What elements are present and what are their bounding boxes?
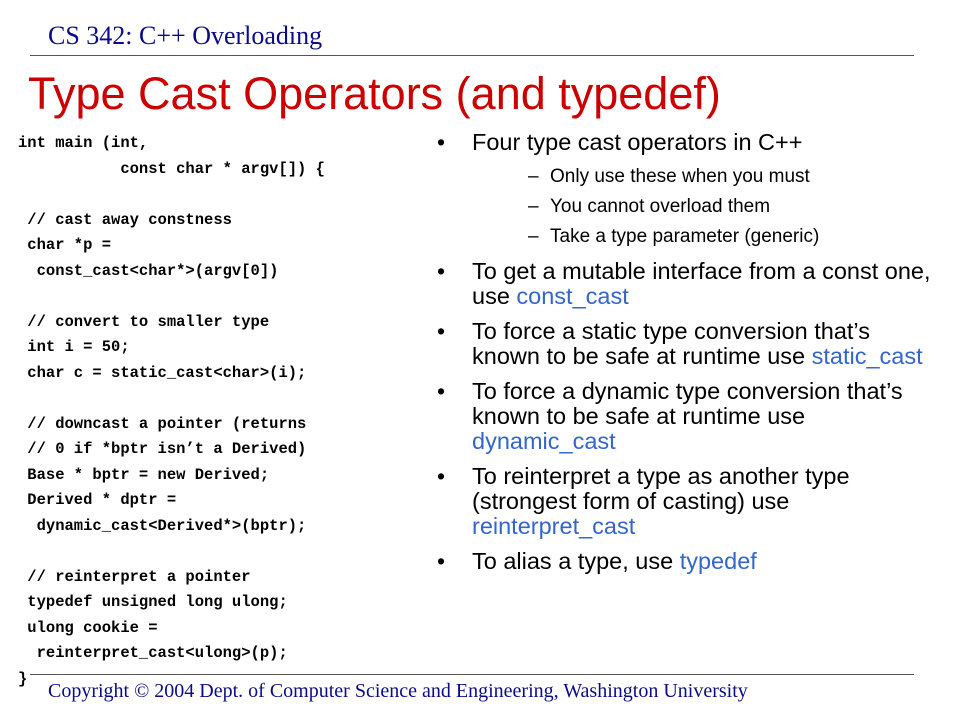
- code-line: char c = static_cast<char>(i);: [18, 363, 307, 382]
- sub-bullet-text: You cannot overload them: [550, 196, 771, 217]
- keyword-reinterpret-cast: reinterpret_cast: [472, 513, 636, 539]
- code-line: // 0 if *bptr isn’t a Derived): [18, 440, 307, 458]
- code-line: [18, 539, 438, 565]
- course-header: CS 342: C++ Overloading: [48, 21, 323, 50]
- keyword-typedef: typedef: [679, 548, 757, 574]
- bullet-text: To reinterpret a type as another type (strongest form of casting) use: [472, 463, 850, 514]
- bullet-item: [434, 319, 944, 369]
- code-line: reinterpret_cast<ulong>(p);: [18, 644, 288, 662]
- keyword-dynamic-cast: dynamic_cast: [472, 428, 616, 454]
- sub-bullet-text: Only use these when you must: [550, 166, 810, 187]
- code-line: [18, 182, 438, 208]
- bullet-text: To get a mutable interface from a const one, use: [472, 258, 931, 309]
- sub-bullet-text: Take a type parameter (generic): [550, 226, 820, 247]
- code-line: [18, 386, 438, 412]
- copyright-footer: Copyright © 2004 Dept. of Computer Science and Engineering, Washington University: [48, 680, 748, 702]
- code-line: ulong cookie =: [18, 618, 158, 637]
- bullet-text: To force a dynamic type conversion that’s known to be safe at runtime use: [472, 378, 903, 429]
- code-line: char *p =: [18, 236, 112, 254]
- code-line: Derived * dptr =: [18, 491, 177, 509]
- slide-title: Type Cast Operators (and typedef): [28, 68, 721, 119]
- code-line: // reinterpret a pointer: [18, 567, 251, 586]
- bullet-text: To alias a type, use: [472, 548, 680, 574]
- code-line: // convert to smaller type: [18, 312, 270, 331]
- bullet-text: To force a static type conversion that’s known to be safe at runtime use: [472, 318, 870, 369]
- dash-icon: –: [528, 196, 539, 217]
- bullet-item: [434, 130, 944, 249]
- bullet-dot-icon: •: [437, 318, 446, 344]
- bullet-dot-icon: •: [437, 378, 446, 404]
- code-line: dynamic_cast<Derived*>(bptr);: [18, 516, 307, 535]
- bullet-item: [434, 259, 944, 309]
- bullet-item: [434, 549, 944, 574]
- code-line: const char * argv[]) {: [18, 159, 325, 178]
- code-line: const_cast<char*>(argv[0]): [18, 261, 279, 280]
- bullet-text: Four type cast operators in C++: [472, 129, 803, 155]
- sub-bullet-item: [472, 165, 944, 189]
- bottom-divider: [30, 674, 914, 675]
- code-line: [18, 284, 438, 310]
- code-block: [18, 131, 438, 692]
- code-line: // downcast a pointer (returns: [18, 414, 307, 433]
- code-line: Base * bptr = new Derived;: [18, 465, 270, 484]
- code-line: // cast away constness: [18, 210, 232, 229]
- sub-bullet-item: [472, 225, 944, 249]
- keyword-const-cast: const_cast: [516, 283, 629, 309]
- code-line: int main (int,: [18, 134, 149, 152]
- top-divider: [30, 55, 914, 56]
- bullet-dot-icon: •: [437, 129, 446, 155]
- code-line: typedef unsigned long ulong;: [18, 593, 288, 611]
- bullet-item: [434, 464, 944, 539]
- keyword-static-cast: static_cast: [811, 343, 923, 369]
- bullet-list: [434, 130, 944, 584]
- bullet-dot-icon: •: [437, 463, 446, 489]
- code-line: }: [18, 669, 28, 688]
- bullet-dot-icon: •: [437, 548, 446, 574]
- bullet-dot-icon: •: [437, 258, 446, 284]
- dash-icon: –: [528, 166, 539, 187]
- sub-bullet-item: [472, 195, 944, 219]
- bullet-item: [434, 379, 944, 454]
- code-line: int i = 50;: [18, 338, 130, 356]
- dash-icon: –: [528, 226, 539, 247]
